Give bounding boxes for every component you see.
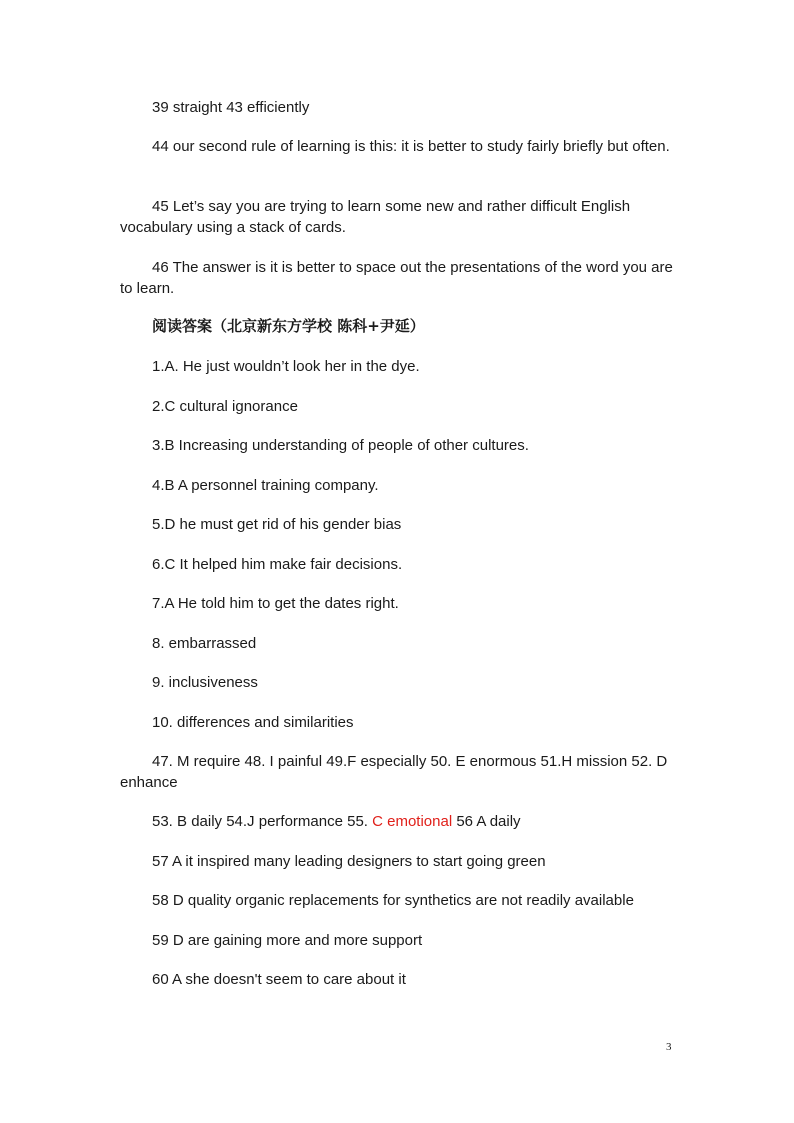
answer-line-2: 2.C cultural ignorance xyxy=(152,398,298,415)
answer-line-44: 44 our second rule of learning is this: it is better to study fairly briefly but often. xyxy=(152,138,670,155)
answer-line-8: 8. embarrassed xyxy=(152,635,257,652)
answer-line-60: 60 A she doesn't seem to care about it xyxy=(152,971,406,988)
answer-line-45: 45 Let’s say you are trying to learn some new and rather difficult English vocabulary using a stack of cards. xyxy=(120,198,631,236)
section-heading: 阅读答案（北京新东方学校 陈科+尹延） xyxy=(152,317,425,335)
answer-line-57: 57 A it inspired many leading designers to start going green xyxy=(152,853,546,870)
answer-line-9: 9. inclusiveness xyxy=(152,674,258,691)
answer-line-1: 1.A. He just wouldn’t look her in the dye. xyxy=(152,358,420,375)
answer-line-10: 10. differences and similarities xyxy=(152,714,354,731)
answer-line-39: 39 straight 43 efficiently xyxy=(152,99,310,116)
answer-line-47: 47. M require 48. I painful 49.F especially 50. E enormous 51.H mission 52. D enhance xyxy=(120,753,668,791)
answer-line-5: 5.D he must get rid of his gender bias xyxy=(152,516,402,533)
page-number: 3 xyxy=(666,1041,672,1053)
answer-line-7: 7.A He told him to get the dates right. xyxy=(152,595,399,612)
answer-53-text: 53. B daily 54.J performance 55. xyxy=(152,813,373,830)
answer-line-4: 4.B A personnel training company. xyxy=(152,477,379,494)
answer-line-59: 59 D are gaining more and more support xyxy=(152,932,423,949)
answer-line-53 xyxy=(120,811,676,832)
answer-line-58: 58 D quality organic replacements for synthetics are not readily available xyxy=(152,892,634,909)
answer-56-text: 56 A daily xyxy=(452,813,521,830)
highlighted-answer-55: C emotional xyxy=(372,813,453,830)
answer-line-46: 46 The answer is it is better to space out the presentations of the word you are to learn. xyxy=(120,259,673,297)
answer-line-6: 6.C It helped him make fair decisions. xyxy=(152,556,403,573)
answer-line-3: 3.B Increasing understanding of people of other cultures. xyxy=(152,437,529,454)
